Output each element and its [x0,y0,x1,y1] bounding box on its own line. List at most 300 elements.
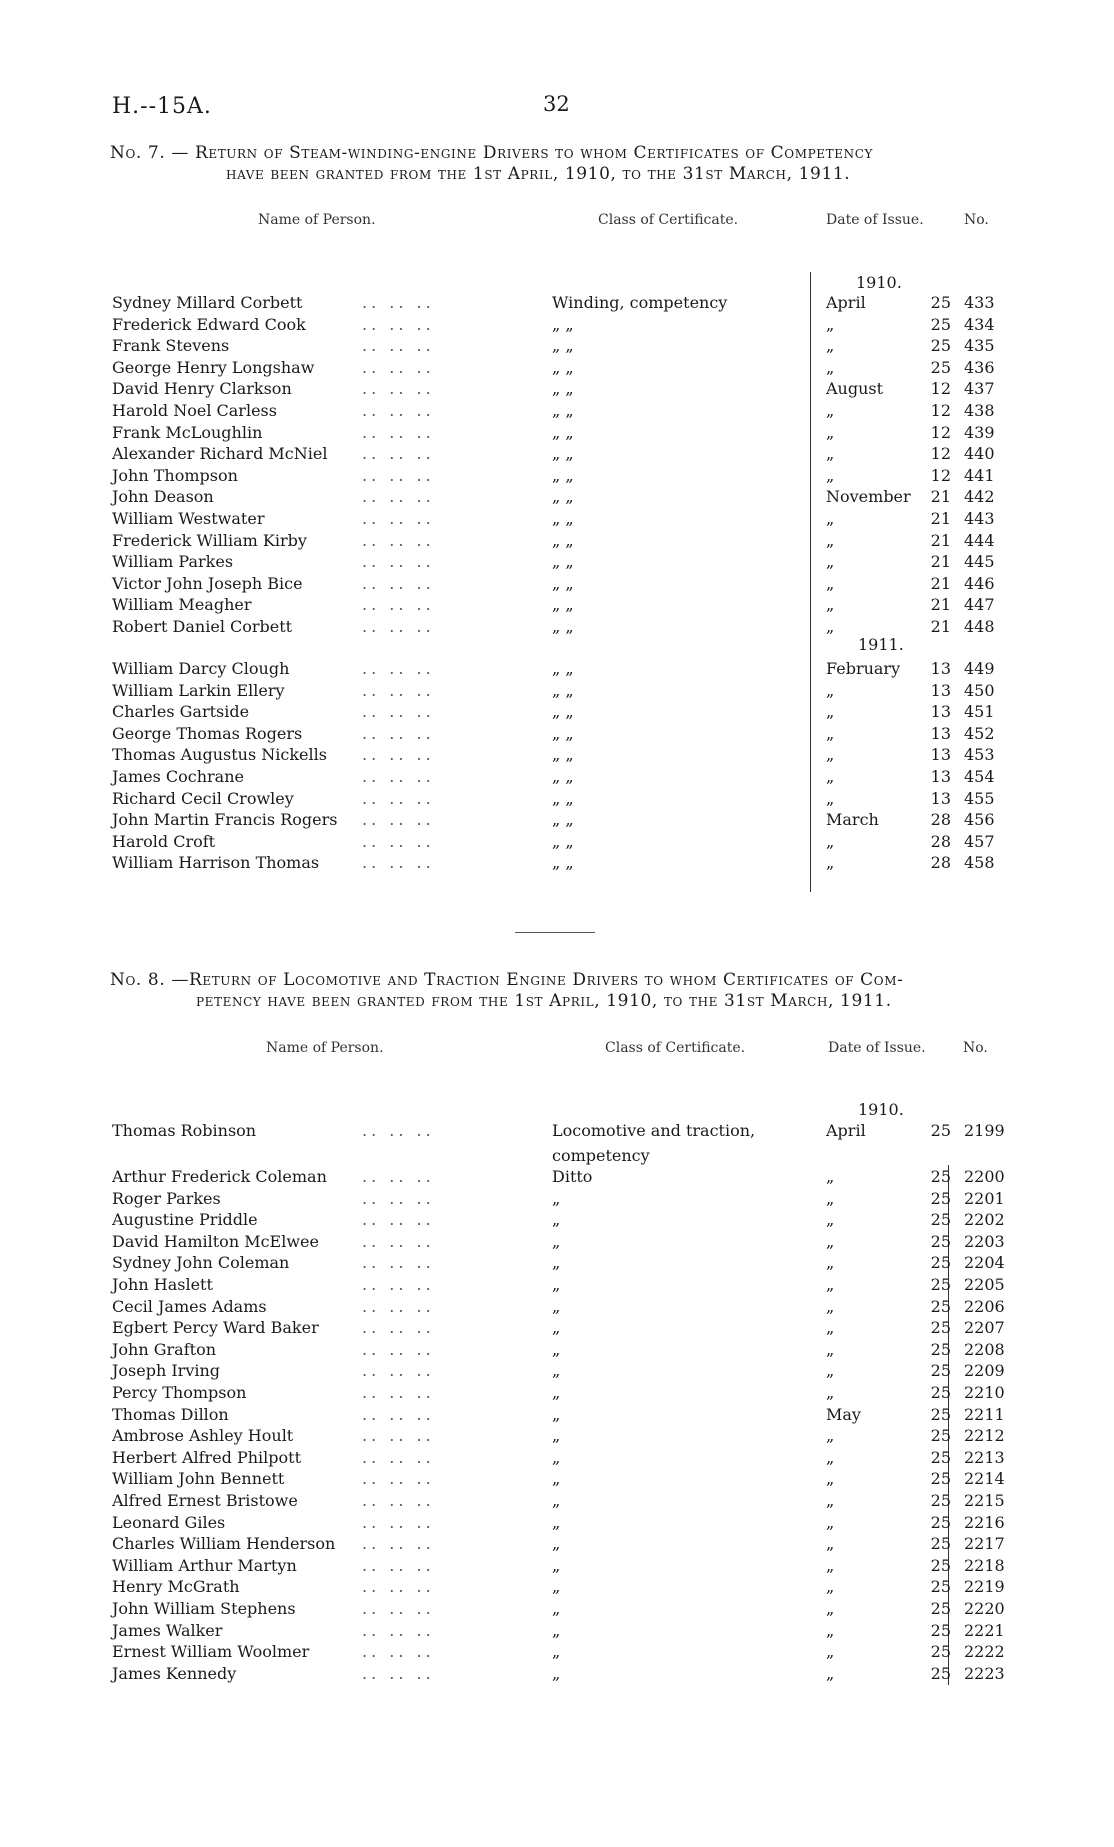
section8-col-class: Class of Certificate. [605,1040,746,1056]
issue-day: 21 [930,617,951,636]
leader-dots: .. .. .. [362,853,435,873]
issue-day: 25 [930,1383,951,1402]
issue-month: „ [826,1231,835,1251]
leader-dots: .. .. .. [362,314,435,334]
person-name: John Thompson [112,465,238,485]
issue-month: „ [826,1383,835,1402]
certificate-class: „ [552,1188,561,1208]
certificate-number: 439 [964,422,995,442]
issue-day: 21 [930,530,951,550]
issue-month: August [826,379,884,399]
leader-dots: .. .. .. [362,595,435,615]
issue-day: 25 [930,293,951,312]
leader-dots: .. .. .. [362,723,435,743]
issue-month: „ [826,1620,835,1640]
certificate-number: 451 [964,702,995,722]
certificate-number: 457 [964,831,995,851]
leader-dots: .. .. .. [362,745,435,765]
issue-month: „ [826,444,835,464]
certificate-number: 444 [964,530,995,550]
page-header-reference: H.--15A. [112,94,212,119]
issue-day: 21 [930,509,951,528]
person-name: Percy Thompson [112,1383,247,1402]
leader-dots: .. .. .. [362,509,435,528]
certificate-number: 445 [964,552,995,572]
issue-day: 25 [930,1210,951,1230]
leader-dots: .. .. .. [362,1167,435,1186]
certificate-number: 2222 [964,1642,1005,1662]
person-name: Richard Cecil Crowley [112,788,294,808]
issue-month: „ [826,1426,835,1446]
section-separator [515,932,595,933]
issue-day: 25 [930,1167,951,1186]
certificate-class: „ „ [552,379,574,399]
person-name: Egbert Percy Ward Baker [112,1318,319,1338]
person-name: John Martin Francis Rogers [112,810,338,830]
issue-month: „ [826,1663,835,1683]
section7-col-class: Class of Certificate. [598,212,739,228]
section7-year-1910: 1910. [856,273,902,292]
person-name: Joseph Irving [112,1361,221,1381]
issue-month: April [826,293,866,312]
issue-day: 25 [930,1599,951,1618]
person-name: William Larkin Ellery [112,680,285,700]
issue-day: 25 [930,1296,951,1316]
certificate-class: „ „ [552,853,574,873]
issue-month: „ [826,1447,835,1467]
certificate-class: „ [552,1663,561,1683]
issue-day: 12 [930,401,951,420]
certificate-number: 453 [964,745,995,765]
person-name: Charles William Henderson [112,1534,336,1554]
section8-col-date: Date of Issue. [828,1040,926,1056]
certificate-number: 454 [964,767,995,786]
issue-month: „ [826,745,835,765]
certificate-number: 436 [964,357,995,377]
certificate-class: „ „ [552,487,574,507]
issue-month: „ [826,1210,835,1230]
issue-day: 25 [930,1253,951,1273]
person-name: David Hamilton McElwee [112,1231,319,1251]
certificate-number: 452 [964,723,995,743]
issue-day: 25 [930,1534,951,1554]
leader-dots: .. .. .. [362,1121,435,1140]
person-name: Augustine Priddle [112,1210,258,1230]
issue-day: 25 [930,1447,951,1467]
leader-dots: .. .. .. [362,1231,435,1251]
person-name: William Arthur Martyn [112,1555,297,1575]
leader-dots: .. .. .. [362,357,435,377]
person-name: Frank McLoughlin [112,422,263,442]
section7-date-divider [810,272,811,892]
certificate-class: „ [552,1447,561,1467]
issue-day: 12 [930,465,951,485]
certificate-number: 2212 [964,1426,1005,1446]
leader-dots: .. .. .. [362,659,435,678]
person-name: Sydney Millard Corbett [112,293,303,312]
section7-year-1911: 1911. [858,635,904,654]
issue-month: „ [826,357,835,377]
certificate-number: 2200 [964,1167,1005,1186]
leader-dots: .. .. .. [362,1318,435,1338]
certificate-class: „ [552,1404,561,1424]
issue-day: 13 [930,659,951,678]
leader-dots: .. .. .. [362,422,435,442]
person-name: Harold Croft [112,831,216,851]
issue-month: „ [826,1599,835,1618]
person-name: Sydney John Coleman [112,1253,290,1273]
certificate-class: „ [552,1512,561,1532]
issue-day: 28 [930,831,951,851]
issue-day: 25 [930,1512,951,1532]
leader-dots: .. .. .. [362,680,435,700]
certificate-class: „ [552,1599,561,1618]
certificate-class: „ „ [552,595,574,615]
certificate-number: 441 [964,465,995,485]
leader-dots: .. .. .. [362,1447,435,1467]
section7-col-date: Date of Issue. [826,212,924,228]
certificate-number: 2216 [964,1512,1005,1532]
leader-dots: .. .. .. [362,702,435,722]
leader-dots: .. .. .. [362,788,435,808]
certificate-class: „ [552,1577,561,1597]
certificate-number: 433 [964,293,995,312]
leader-dots: .. .. .. [362,1253,435,1273]
issue-day: 28 [930,810,951,830]
certificate-number: 437 [964,379,995,399]
leader-dots: .. .. .. [362,401,435,420]
leader-dots: .. .. .. [362,1339,435,1359]
leader-dots: .. .. .. [362,487,435,507]
certificate-class: „ „ [552,314,574,334]
leader-dots: .. .. .. [362,465,435,485]
leader-dots: .. .. .. [362,1599,435,1618]
person-name: Victor John Joseph Bice [112,573,303,593]
certificate-class: „ „ [552,509,574,528]
certificate-number: 2210 [964,1383,1005,1402]
certificate-number: 2219 [964,1577,1005,1597]
issue-day: 25 [930,1404,951,1424]
issue-day: 25 [930,1361,951,1381]
leader-dots: .. .. .. [362,379,435,399]
certificate-class: „ „ [552,788,574,808]
person-name: John Haslett [112,1275,213,1294]
section8-title [110,970,990,1012]
issue-month: November [826,487,911,507]
issue-month: „ [826,1469,835,1489]
section8-title-line2: petency have been granted from the 1st April, 1910, to the 31st March, 1911. [196,991,892,1011]
leader-dots: .. .. .. [362,1555,435,1575]
leader-dots: .. .. .. [362,1620,435,1640]
issue-month: „ [826,401,835,420]
issue-month: „ [826,1275,835,1294]
leader-dots: .. .. .. [362,573,435,593]
certificate-class: „ „ [552,465,574,485]
section8-class-line2: competency [552,1146,650,1165]
issue-day: 25 [930,1663,951,1683]
person-name: William Parkes [112,552,234,572]
certificate-class: Locomotive and traction, [552,1121,756,1140]
person-name: Henry McGrath [112,1577,240,1597]
issue-month: April [826,1121,866,1140]
certificate-class: „ „ [552,723,574,743]
certificate-class: „ [552,1469,561,1489]
certificate-number: 2223 [964,1663,1005,1683]
issue-day: 25 [930,1491,951,1510]
section7-col-name: Name of Person. [258,212,376,228]
leader-dots: .. .. .. [362,1469,435,1489]
certificate-number: 443 [964,509,995,528]
issue-month: „ [826,314,835,334]
certificate-number: 2203 [964,1231,1005,1251]
issue-day: 12 [930,444,951,464]
certificate-number: 2221 [964,1620,1005,1640]
section8-title-line1: No. 8. —Return of Locomotive and Traction Engine Drivers to whom Certificates of Com- [110,970,904,990]
certificate-class: „ „ [552,767,574,786]
certificate-class: „ „ [552,702,574,722]
person-name: Alexander Richard McNiel [112,444,328,464]
person-name: William Westwater [112,509,265,528]
certificate-number: 442 [964,487,995,507]
section8-col-no: No. [963,1040,988,1056]
leader-dots: .. .. .. [362,444,435,464]
issue-month: „ [826,422,835,442]
issue-day: 25 [930,1275,951,1294]
certificate-number: 455 [964,788,995,808]
certificate-class: „ „ [552,530,574,550]
certificate-class: „ [552,1339,561,1359]
person-name: William John Bennett [112,1469,285,1489]
issue-day: 12 [930,422,951,442]
leader-dots: .. .. .. [362,1663,435,1683]
issue-day: 12 [930,379,951,399]
certificate-class: „ [552,1210,561,1230]
certificate-class: „ [552,1361,561,1381]
issue-day: 13 [930,767,951,786]
certificate-number: 448 [964,617,995,636]
person-name: George Henry Longshaw [112,357,315,377]
certificate-number: 2211 [964,1404,1005,1424]
leader-dots: .. .. .. [362,1534,435,1554]
issue-day: 25 [930,336,951,356]
leader-dots: .. .. .. [362,1426,435,1446]
leader-dots: .. .. .. [362,336,435,356]
certificate-class: „ „ [552,444,574,464]
certificate-number: 2217 [964,1534,1005,1554]
leader-dots: .. .. .. [362,530,435,550]
issue-month: „ [826,1167,835,1186]
person-name: David Henry Clarkson [112,379,292,399]
leader-dots: .. .. .. [362,810,435,830]
section7-title-line1: No. 7. — Return of Steam-winding-engine Drivers to whom Certificates of Competency [110,143,873,163]
certificate-class: „ [552,1642,561,1662]
issue-day: 25 [930,1620,951,1640]
issue-month: „ [826,595,835,615]
issue-month: „ [826,1361,835,1381]
certificate-class: „ [552,1491,561,1510]
certificate-class: „ „ [552,357,574,377]
issue-month: „ [826,552,835,572]
issue-month: „ [826,617,835,636]
person-name: Cecil James Adams [112,1296,267,1316]
certificate-class: „ „ [552,336,574,356]
certificate-class: „ [552,1318,561,1338]
issue-day: 25 [930,357,951,377]
issue-day: 21 [930,595,951,615]
certificate-number: 2201 [964,1188,1005,1208]
certificate-number: 449 [964,659,995,678]
person-name: John William Stephens [112,1599,296,1618]
issue-month: February [826,659,901,678]
issue-month: „ [826,1491,835,1510]
leader-dots: .. .. .. [362,767,435,786]
certificate-number: 2215 [964,1491,1005,1510]
person-name: Frederick William Kirby [112,530,307,550]
person-name: John Deason [112,487,214,507]
issue-month: „ [826,723,835,743]
issue-day: 25 [930,1577,951,1597]
issue-month: „ [826,1188,835,1208]
person-name: Arthur Frederick Coleman [112,1167,327,1186]
certificate-number: 2199 [964,1121,1005,1140]
certificate-number: 2204 [964,1253,1005,1273]
issue-month: May [826,1404,861,1424]
certificate-class: „ [552,1426,561,1446]
certificate-class: „ [552,1253,561,1273]
issue-month: „ [826,1577,835,1597]
certificate-number: 2202 [964,1210,1005,1230]
section7-title [110,143,990,185]
certificate-class: „ „ [552,617,574,636]
section7-title-line2: have been granted from the 1st April, 1910, to the 31st March, 1911. [226,164,851,184]
person-name: William Harrison Thomas [112,853,320,873]
section7-col-no: No. [964,212,989,228]
leader-dots: .. .. .. [362,293,435,312]
certificate-class: „ „ [552,680,574,700]
person-name: Frank Stevens [112,336,230,356]
person-name: Alfred Ernest Bristowe [112,1491,298,1510]
leader-dots: .. .. .. [362,1383,435,1402]
issue-month: „ [826,831,835,851]
issue-month: „ [826,1512,835,1532]
issue-day: 25 [930,1426,951,1446]
leader-dots: .. .. .. [362,552,435,572]
issue-month: „ [826,680,835,700]
person-name: Thomas Robinson [112,1121,257,1140]
issue-month: „ [826,1642,835,1662]
issue-day: 25 [930,1188,951,1208]
leader-dots: .. .. .. [362,831,435,851]
issue-day: 13 [930,680,951,700]
certificate-number: 446 [964,573,995,593]
issue-month: „ [826,1296,835,1316]
certificate-class: „ „ [552,810,574,830]
leader-dots: .. .. .. [362,1188,435,1208]
issue-day: 25 [930,1469,951,1489]
person-name: William Meagher [112,595,252,615]
issue-day: 28 [930,853,951,873]
person-name: William Darcy Clough [112,659,290,678]
leader-dots: .. .. .. [362,1361,435,1381]
issue-month: „ [826,853,835,873]
certificate-number: 2206 [964,1296,1005,1316]
issue-day: 25 [930,1642,951,1662]
certificate-class: „ [552,1620,561,1640]
person-name: Robert Daniel Corbett [112,617,293,636]
person-name: Ernest William Woolmer [112,1642,310,1662]
issue-month: „ [826,573,835,593]
certificate-number: 2207 [964,1318,1005,1338]
issue-month: „ [826,1318,835,1338]
certificate-number: 450 [964,680,995,700]
person-name: Thomas Dillon [112,1404,229,1424]
issue-day: 13 [930,745,951,765]
issue-day: 13 [930,788,951,808]
issue-month: „ [826,1339,835,1359]
issue-day: 25 [930,1339,951,1359]
issue-month: „ [826,530,835,550]
issue-month: March [826,810,879,830]
person-name: Herbert Alfred Philpott [112,1447,302,1467]
certificate-number: 2205 [964,1275,1005,1294]
certificate-class: „ [552,1296,561,1316]
certificate-class: „ „ [552,422,574,442]
person-name: George Thomas Rogers [112,723,303,743]
issue-month: „ [826,509,835,528]
person-name: Harold Noel Carless [112,401,277,420]
issue-day: 25 [930,1121,951,1140]
section8-col-name: Name of Person. [266,1040,384,1056]
issue-month: „ [826,336,835,356]
person-name: James Cochrane [112,767,244,786]
section8-year-1910: 1910. [858,1100,904,1119]
certificate-number: 2220 [964,1599,1005,1618]
person-name: Leonard Giles [112,1512,226,1532]
person-name: Frederick Edward Cook [112,314,306,334]
certificate-number: 435 [964,336,995,356]
issue-day: 21 [930,573,951,593]
certificate-class: „ [552,1275,561,1294]
issue-month: „ [826,1253,835,1273]
certificate-class: Ditto [552,1167,593,1186]
certificate-class: „ „ [552,401,574,420]
certificate-number: 438 [964,401,995,420]
issue-day: 25 [930,1231,951,1251]
leader-dots: .. .. .. [362,1296,435,1316]
person-name: James Walker [112,1620,223,1640]
leader-dots: .. .. .. [362,617,435,636]
certificate-class: „ „ [552,573,574,593]
certificate-number: 2218 [964,1555,1005,1575]
issue-month: „ [826,465,835,485]
certificate-class: „ [552,1534,561,1554]
issue-day: 25 [930,1318,951,1338]
leader-dots: .. .. .. [362,1210,435,1230]
certificate-class: „ [552,1383,561,1402]
person-name: Roger Parkes [112,1188,221,1208]
issue-day: 13 [930,723,951,743]
person-name: Ambrose Ashley Hoult [112,1426,294,1446]
certificate-number: 2209 [964,1361,1005,1381]
leader-dots: .. .. .. [362,1642,435,1662]
certificate-class: Winding, competency [552,293,728,312]
leader-dots: .. .. .. [362,1491,435,1510]
certificate-class: „ [552,1555,561,1575]
issue-month: „ [826,788,835,808]
issue-month: „ [826,767,835,786]
certificate-number: 2214 [964,1469,1005,1489]
person-name: Thomas Augustus Nickells [112,745,327,765]
